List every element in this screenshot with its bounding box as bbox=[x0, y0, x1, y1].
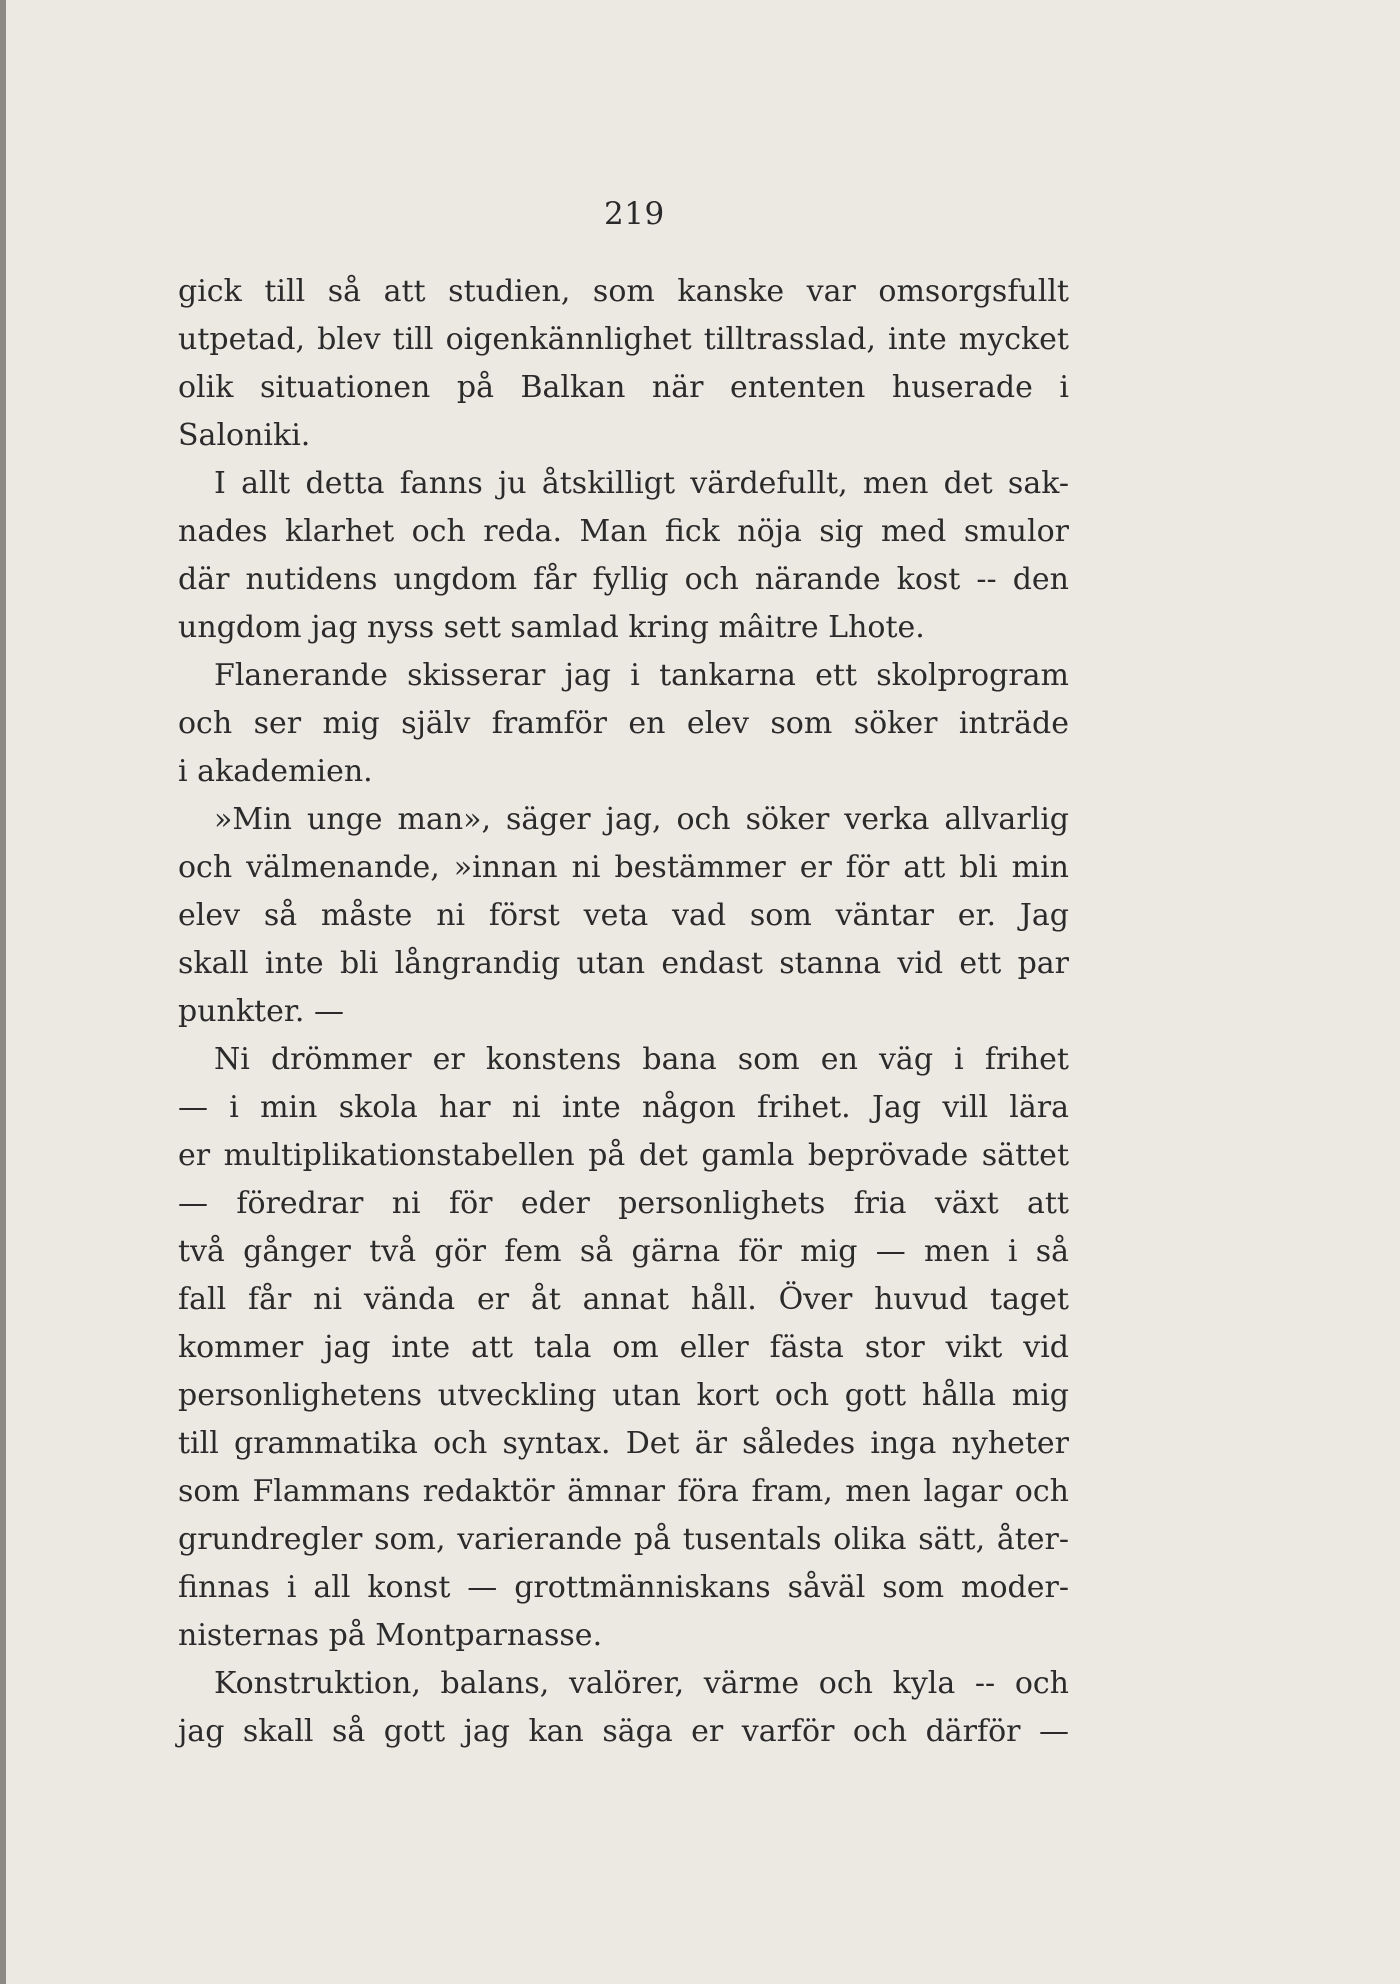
text-line: Flanerande skisserar jag i tankarna ett skolprogram bbox=[214, 658, 1069, 693]
text-line: Ni drömmer er konstens bana som en väg i frihet bbox=[214, 1042, 1069, 1077]
text-line: jag skall så gott jag kan säga er varför och därför — bbox=[178, 1714, 1069, 1749]
text-line: ungdom jag nyss sett samlad kring mâitre Lhote. bbox=[178, 610, 925, 645]
text-line: och ser mig själv framför en elev som söker inträde bbox=[178, 706, 1069, 741]
book-page bbox=[6, 0, 1400, 1984]
text-line: kommer jag inte att tala om eller fästa stor vikt vid bbox=[178, 1330, 1069, 1365]
text-line: grundregler som, varierande på tusentals olika sätt, åter- bbox=[178, 1522, 1069, 1557]
text-line: som Flammans redaktör ämnar föra fram, men lagar och bbox=[178, 1474, 1069, 1509]
text-line: och välmenande, »innan ni bestämmer er för att bli min bbox=[178, 850, 1069, 885]
text-line: finnas i all konst — grottmänniskans såväl som moder- bbox=[178, 1570, 1069, 1605]
text-line: personlighetens utveckling utan kort och gott hålla mig bbox=[178, 1378, 1069, 1413]
page-number: 219 bbox=[604, 196, 665, 232]
text-line: »Min unge man», säger jag, och söker verka allvarlig bbox=[214, 802, 1069, 837]
text-line: nisternas på Montparnasse. bbox=[178, 1618, 603, 1653]
text-line: i akademien. bbox=[178, 754, 373, 789]
text-line: skall inte bli långrandig utan endast stanna vid ett par bbox=[178, 946, 1069, 981]
text-line: er multiplikationstabellen på det gamla beprövade sättet bbox=[178, 1138, 1069, 1173]
text-line: — i min skola har ni inte någon frihet. Jag vill lära bbox=[178, 1090, 1069, 1125]
text-line: till grammatika och syntax. Det är således inga nyheter bbox=[178, 1426, 1069, 1461]
text-line: olik situationen på Balkan när ententen huserade i bbox=[178, 370, 1069, 405]
text-line: Konstruktion, balans, valörer, värme och kyla -- och bbox=[214, 1666, 1069, 1701]
text-line: fall får ni vända er åt annat håll. Över huvud taget bbox=[178, 1282, 1069, 1317]
text-line: nades klarhet och reda. Man fick nöja sig med smulor bbox=[178, 514, 1069, 549]
text-line: elev så måste ni först veta vad som väntar er. Jag bbox=[178, 898, 1069, 933]
text-line: Saloniki. bbox=[178, 418, 311, 453]
text-line: — föredrar ni för eder personlighets fria växt att bbox=[178, 1186, 1069, 1221]
body-text bbox=[178, 268, 1069, 1756]
text-line: där nutidens ungdom får fyllig och närande kost -- den bbox=[178, 562, 1069, 597]
text-line: punkter. — bbox=[178, 994, 344, 1029]
text-line: I allt detta fanns ju åtskilligt värdefullt, men det sak- bbox=[214, 466, 1069, 501]
text-line: gick till så att studien, som kanske var omsorgsfullt bbox=[178, 274, 1069, 309]
text-line: två gånger två gör fem så gärna för mig — men i så bbox=[178, 1234, 1069, 1269]
text-line: utpetad, blev till oigenkännlighet tilltrasslad, inte mycket bbox=[178, 322, 1069, 357]
